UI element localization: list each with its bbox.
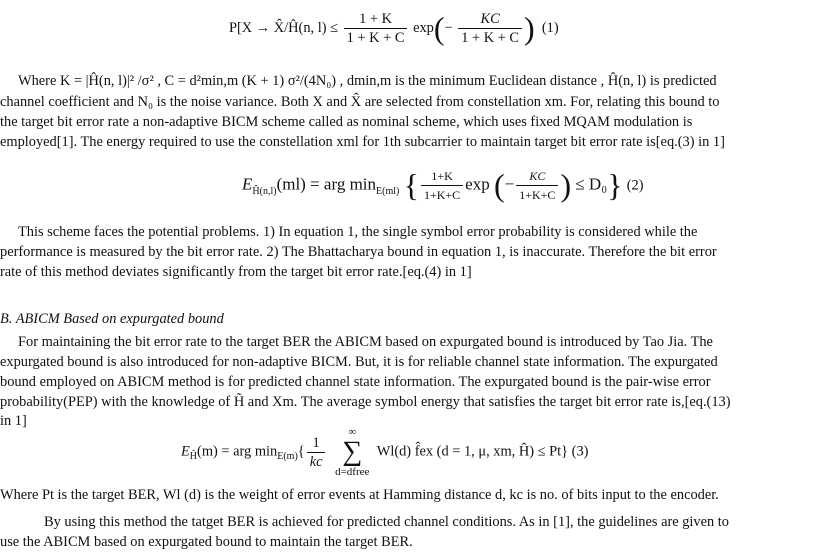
eq3-arg: (m) = arg min <box>197 443 278 460</box>
para3-line-5: in 1] <box>0 413 27 429</box>
eq3-fraction <box>307 434 326 471</box>
para1-line-3: the target bit error rate a non-adaptive BICM scheme called as nominal scheme, which uses fixed MQAM modulation is <box>0 114 693 130</box>
eq1-frac1-numerator: 1 + K <box>344 10 408 29</box>
eq1-fraction-1 <box>344 10 408 47</box>
eq3-sum-symbol: ∑ <box>342 436 363 467</box>
para1-line-1: Where K = |Ĥ(n, l)|² /σ² , C = d²min,m (K + 1) σ²/(4N₀) , dmin,m is the minimum Euclidean distance , Ĥ(n, l) is predicted <box>18 73 717 89</box>
para4-line-1: Where Pt is the target BER, Wl (d) is the weight of error events at Hamming distance d, kc is no. of bits input to the encoder. <box>0 487 719 503</box>
section-heading: B. ABICM Based on expurgated bound <box>0 311 224 327</box>
para3-line-1: For maintaining the bit error rate to the target BER the ABICM based on expurgated bound is introduced by Tao Jia. The <box>18 334 713 350</box>
equation-1: P[X → X̂/Ĥ(n, l) ≤ $\frac{1 + K}{1 + K + C}$ exp(− $\frac{KC}{1 + K + C}$ ) (1) <box>229 10 559 46</box>
para5-line-1: By using this method the tatget BER is achieved for predicted channel conditions. As in [1], the guidelines are given to <box>44 514 730 530</box>
para2-line-2: performance is measured by the bit error rate. 2) The Bhattacharya bound in equation 1, is inaccurate. Therefore the bit error <box>0 244 717 260</box>
para3-line-3: bound employed on ABICM method is for predicted channel state information. The expurgated bound is the pair-wise error <box>0 374 711 390</box>
eq3-lhs: E <box>181 443 190 460</box>
eq3-sum-lower: d=dfree <box>335 466 370 478</box>
eq2-tail: ≤ D₀ <box>575 174 608 194</box>
eq2-fraction-1 <box>421 167 463 204</box>
eq1-exp: exp <box>413 19 434 36</box>
para3-line-4: probability(PEP) with the knowledge of H̃ and Xm. The average symbol energy that satisfies the target bit error rate is,[eq.(13) <box>0 394 731 410</box>
eq2-fraction-2 <box>516 167 558 204</box>
eq3-lhs-sub: H̃ <box>189 451 198 463</box>
eq3-frac-numerator: 1 <box>307 434 326 453</box>
para5-line-2: use the ABICM based on expurgated bound to maintain the target BER. <box>0 534 413 550</box>
eq1-frac2-numerator: KC <box>458 10 522 29</box>
eq2-arg: (ml) = arg min <box>276 174 377 194</box>
eq3-frac-denominator: kc <box>309 453 323 470</box>
eq2-frac2-denominator: 1+K+C <box>519 188 556 202</box>
para2-line-1: This scheme faces the potential problems. 1) In equation 1, the single symbol error probability is considered while the <box>18 224 698 240</box>
eq3-body: Wl(d) f̂ex (d = 1, μ, xm, Ĥ) ≤ Pt} <box>376 443 569 460</box>
para1-line-2: channel coefficient and N₀ is the noise variance. Both X and X̂ are selected from constellation xm. For, relating this bound to <box>0 94 720 110</box>
equation-2: $E_{Ĥ(n,l)}(ml)$ = arg $\min_{E(ml)}$ { $\frac{1+K}{1+K+C}$ exp (− $\frac{KC}{1+K+C}$ ) ≤ D₀} (2) <box>242 167 644 203</box>
para3-line-2: expurgated bound is also introduced for non-adaptive BICM. But, it is for reliable channel state information. The expurgated <box>0 354 718 370</box>
para1-line-4: employed[1]. The energy required to use the constellation xml for 1th subcarrier to maintain target bit error rate is[eq.(3) in 1] <box>0 134 725 150</box>
eq1-lhs: P[X → X̂/Ĥ(n, l) ≤ <box>229 19 339 36</box>
eq2-lhs-sub: Ĥ(n,l) <box>252 185 277 197</box>
eq2-frac1-numerator: 1+K <box>421 167 463 186</box>
eq3-label: (3) <box>571 443 589 460</box>
eq1-label: (1) <box>541 19 559 36</box>
eq3-sum-upper: ∞ <box>348 426 357 438</box>
eq2-arg-sub: E(ml) <box>376 185 400 197</box>
eq2-frac2-numerator: KC <box>516 167 558 186</box>
eq2-exp: exp <box>465 174 490 194</box>
eq2-lhs: E <box>242 174 253 194</box>
eq3-arg-sub: E(m) <box>277 451 298 463</box>
eq2-label: (2) <box>626 177 644 194</box>
eq1-frac1-denominator: 1 + K + C <box>346 30 405 46</box>
eq3-summation <box>335 426 369 478</box>
eq1-fraction-2 <box>458 10 522 47</box>
para2-line-3: rate of this method deviates significantly from the target bit error rate.[eq.(4) in 1] <box>0 264 472 280</box>
eq1-frac2-denominator: 1 + K + C <box>461 30 520 46</box>
eq2-frac1-denominator: 1+K+C <box>423 188 461 202</box>
equation-3: $E_{H̃}(m)$ = arg $\min_{E(m)}${ $\frac{1}{kc}$ ∞ ∑ d=dfree Wl(d) f̂ex (d = 1, μ, xm, Ĥ) ≤ Pt} (3) <box>181 426 589 478</box>
